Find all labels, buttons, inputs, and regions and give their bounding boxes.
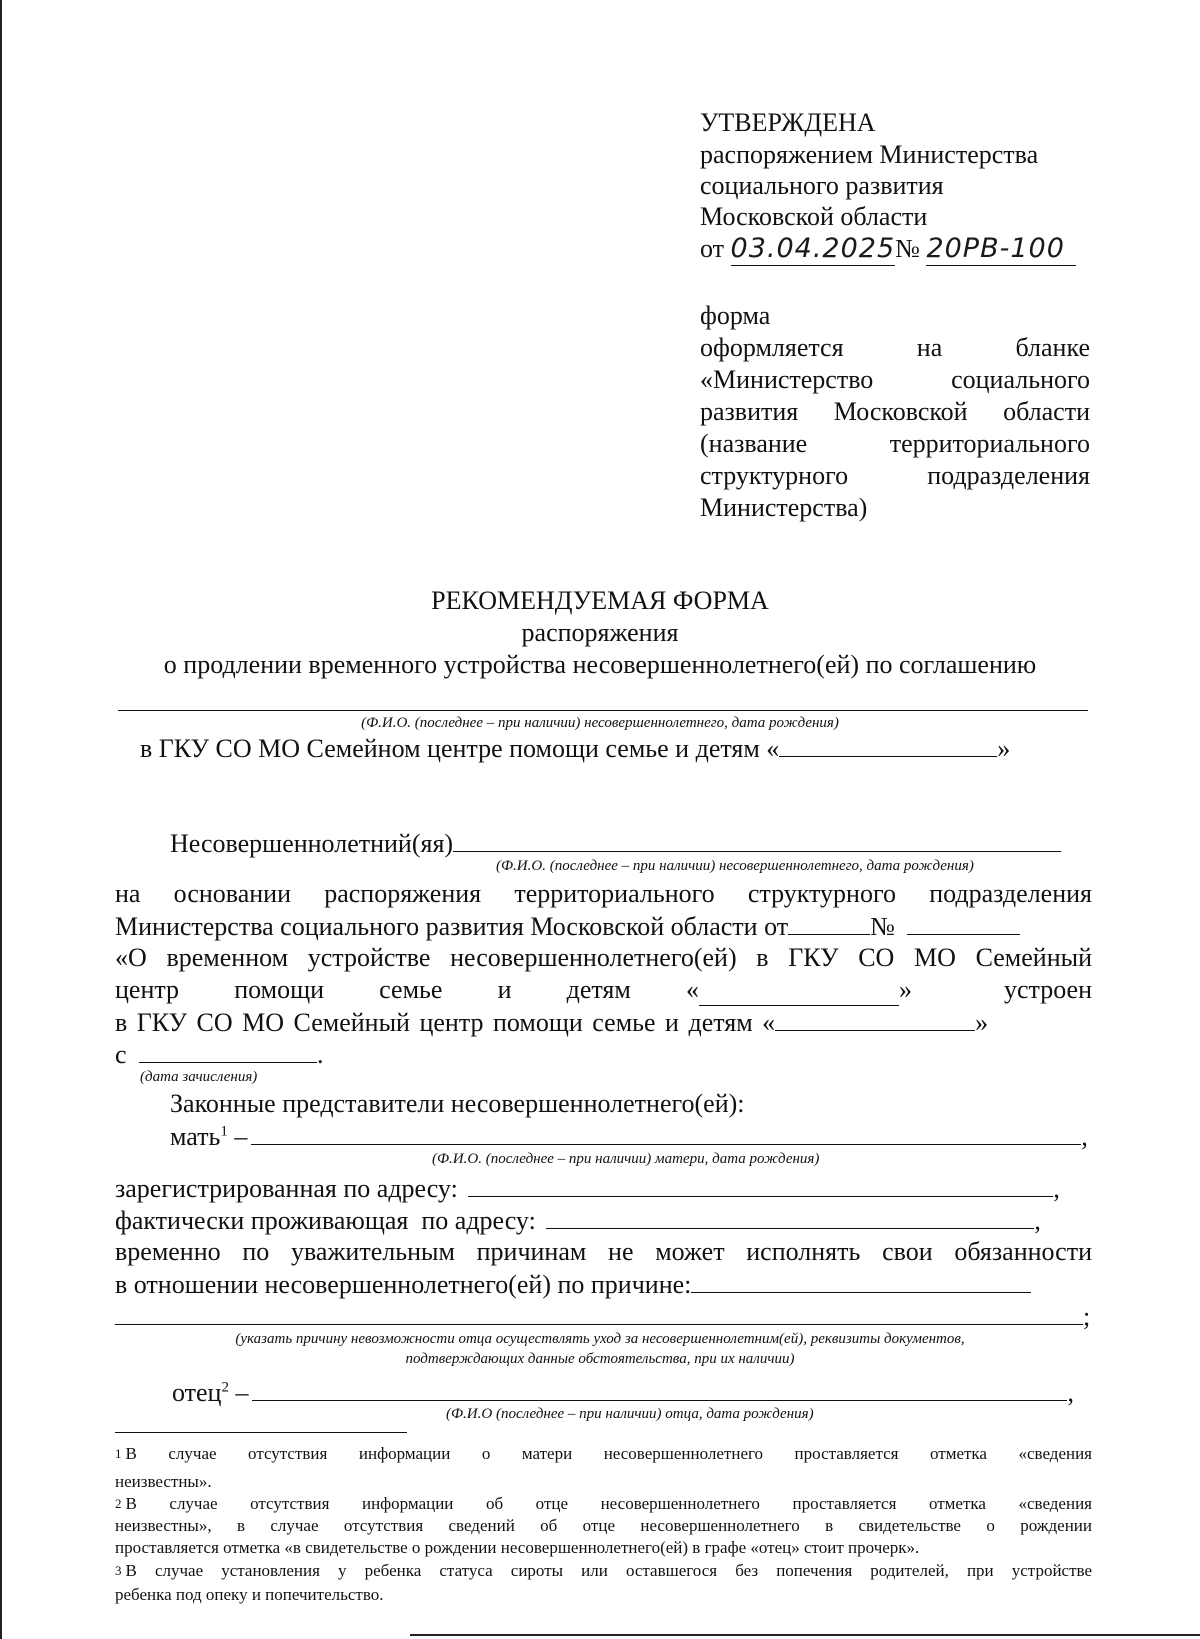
reason-blank-2 [115, 1300, 1083, 1325]
registered-address-line [115, 1172, 1060, 1205]
approval-number-label: № [895, 234, 920, 263]
form-note-line-6: структурного подразделения [700, 461, 1090, 490]
father-label: отец [172, 1378, 222, 1407]
start-date-dot: . [317, 1040, 324, 1069]
footnote-1-line-1 [115, 1443, 1092, 1465]
caption-enrollment-date: (дата зачисления) [140, 1069, 258, 1085]
caption-father-name: (Ф.И.О (последнее – при наличии) отца, дата рождения) [446, 1406, 814, 1422]
reason-line-2-text: в отношении несовершеннолетнего(ей) по причине: [115, 1270, 692, 1299]
form-note-line-5: (название территориального [700, 429, 1090, 458]
body-line-5-text: в ГКУ СО МО Семейный центр помощи семье и детям « [115, 1008, 776, 1037]
minor-label: Несовершеннолетний(яя) [170, 829, 454, 858]
minor-name-underline-1 [118, 710, 1088, 711]
registered-address-blank [468, 1172, 1053, 1197]
caption-reason-2: подтверждающих данные обстоятельства, при их наличии) [405, 1351, 795, 1367]
caption-reason-1: (указать причину невозможности отца осуществлять уход за несовершеннолетним(ей), реквизиты документов, [235, 1331, 965, 1347]
registered-label: зарегистрированная по адресу: [115, 1174, 458, 1203]
footnote-3-text: В случае установления у ребенка статуса сироты или оставшегося без попечения родителей, при устройстве [125, 1561, 1092, 1580]
scan-edge-left [0, 0, 2, 1639]
mother-comma: , [1081, 1122, 1088, 1151]
father-dash: – [235, 1378, 249, 1407]
center-line-text: в ГКУ СО МО Семейном центре помощи семье и детям « [140, 734, 780, 763]
footnote-2-number: 2 [115, 1496, 122, 1511]
start-date-prefix: с [115, 1040, 127, 1069]
start-date-blank [139, 1038, 317, 1063]
approval-line-3: Московской области [700, 202, 928, 231]
body-line-4-end: » устроен [899, 975, 1092, 1004]
form-title: РЕКОМЕНДУЕМАЯ ФОРМА [431, 586, 769, 615]
center-line [140, 732, 1010, 765]
footnote-3-line-2: ребенка под опеку и попечительство. [115, 1585, 384, 1604]
form-note-line-2: оформляется на бланке [700, 333, 1090, 362]
reason-continuation-line [115, 1300, 1090, 1333]
form-subject-line: о продлении временного устройства несовершеннолетнего(ей) по соглашению [163, 650, 1037, 679]
actual-address-comma: , [1034, 1206, 1041, 1235]
caption-mother-name: (Ф.И.О. (последнее – при наличии) матери, дата рождения) [432, 1151, 820, 1167]
body-line-5 [115, 1006, 988, 1039]
form-subtitle: распоряжения [521, 618, 679, 647]
footnote-2-line-1 [115, 1493, 1092, 1515]
mother-name-blank [251, 1120, 1081, 1145]
order-number-label: № [870, 912, 895, 941]
footnote-1-number: 1 [115, 1446, 122, 1461]
footnote-3-number: 3 [115, 1563, 122, 1578]
footnote-2-line-2: неизвестны», в случае отсутствия сведений об отце несовершеннолетнего в свидетельстве о рождении [115, 1516, 1092, 1535]
footnote-ref-1: 1 [220, 1123, 228, 1140]
footnote-1-text: В случае отсутствия информации о матери несовершеннолетнего проставляется отметка «сведения [125, 1444, 1092, 1463]
order-date-blank [788, 910, 870, 935]
reason-line-2 [115, 1268, 1031, 1301]
registered-comma: , [1053, 1174, 1060, 1203]
reason-line-1: временно по уважительным причинам не может исполнять свои обязанности [115, 1237, 1092, 1266]
footnote-1-line-2: неизвестны». [115, 1472, 212, 1491]
approval-from-label: от [700, 234, 725, 263]
approval-number-field [926, 233, 1076, 266]
actual-address-line [115, 1204, 1041, 1237]
mother-line [170, 1120, 1088, 1153]
approval-date-field [731, 233, 896, 266]
father-name-blank [252, 1376, 1067, 1401]
form-note-line-3: «Министерство социального [700, 365, 1090, 394]
footnote-3-line-1 [115, 1560, 1092, 1582]
minor-name-blank [453, 827, 1061, 852]
body-line-2-text: Министерства социального развития Московской области от [115, 912, 789, 941]
footnote-separator [115, 1432, 407, 1433]
footnote-ref-2: 2 [221, 1379, 229, 1396]
caption-minor-name-2: (Ф.И.О. (последнее – при наличии) несовершеннолетнего, дата рождения) [496, 858, 974, 874]
scan-edge-bottom [410, 1634, 1200, 1636]
form-note-line-4: развития Московской области [700, 397, 1090, 426]
footnote-2-line-3: проставляется отметка «в свидетельстве о рождении несовершеннолетнего(ей) в графе «отец» стоит прочерк». [115, 1538, 920, 1557]
father-comma: , [1067, 1378, 1074, 1407]
approval-line-2: социального развития [700, 171, 944, 200]
body-line-6 [115, 1038, 324, 1071]
approval-date-line [700, 233, 1076, 266]
approval-number-handwritten: 20РВ-100 [926, 233, 1065, 264]
caption-minor-name-1: (Ф.И.О. (последнее – при наличии) несовершеннолетнего, дата рождения) [361, 715, 839, 731]
actual-address-label: фактически проживающая по адресу: [115, 1206, 536, 1235]
center-line-close: » [997, 734, 1011, 763]
order-number-blank [907, 910, 1020, 935]
center-name-blank [779, 732, 997, 757]
reason-blank [691, 1268, 1031, 1293]
mother-dash: – [234, 1122, 248, 1151]
approval-title: УТВЕРЖДЕНА [700, 108, 876, 137]
approval-date-handwritten: 03.04.2025 [730, 233, 896, 264]
body-line-5-close: » [975, 1008, 989, 1037]
body-line-4 [115, 974, 1092, 1006]
body-line-1: на основании распоряжения территориального структурного подразделения [115, 879, 1092, 908]
legal-reps-heading: Законные представители несовершеннолетнего(ей): [170, 1089, 745, 1118]
reason-semicolon: ; [1083, 1302, 1091, 1331]
footnote-2-text: В случае отсутствия информации об отце несовершеннолетнего проставляется отметка «сведения [125, 1494, 1092, 1513]
body-line-4-text: центр помощи семье и детям « [115, 975, 699, 1004]
body-line-2 [115, 910, 1020, 943]
center-name-blank-3 [775, 1006, 975, 1031]
minor-line [170, 827, 1061, 860]
actual-address-blank [546, 1204, 1034, 1229]
form-note-line-1: форма [700, 301, 771, 330]
approval-line-1: распоряжением Министерства [700, 140, 1039, 169]
form-note-line-7: Министерства) [700, 493, 868, 522]
body-line-3: «О временном устройстве несовершеннолетнего(ей) в ГКУ СО МО Семейный [115, 943, 1092, 972]
center-name-blank-2 [699, 981, 899, 1006]
mother-label: мать [170, 1122, 221, 1151]
